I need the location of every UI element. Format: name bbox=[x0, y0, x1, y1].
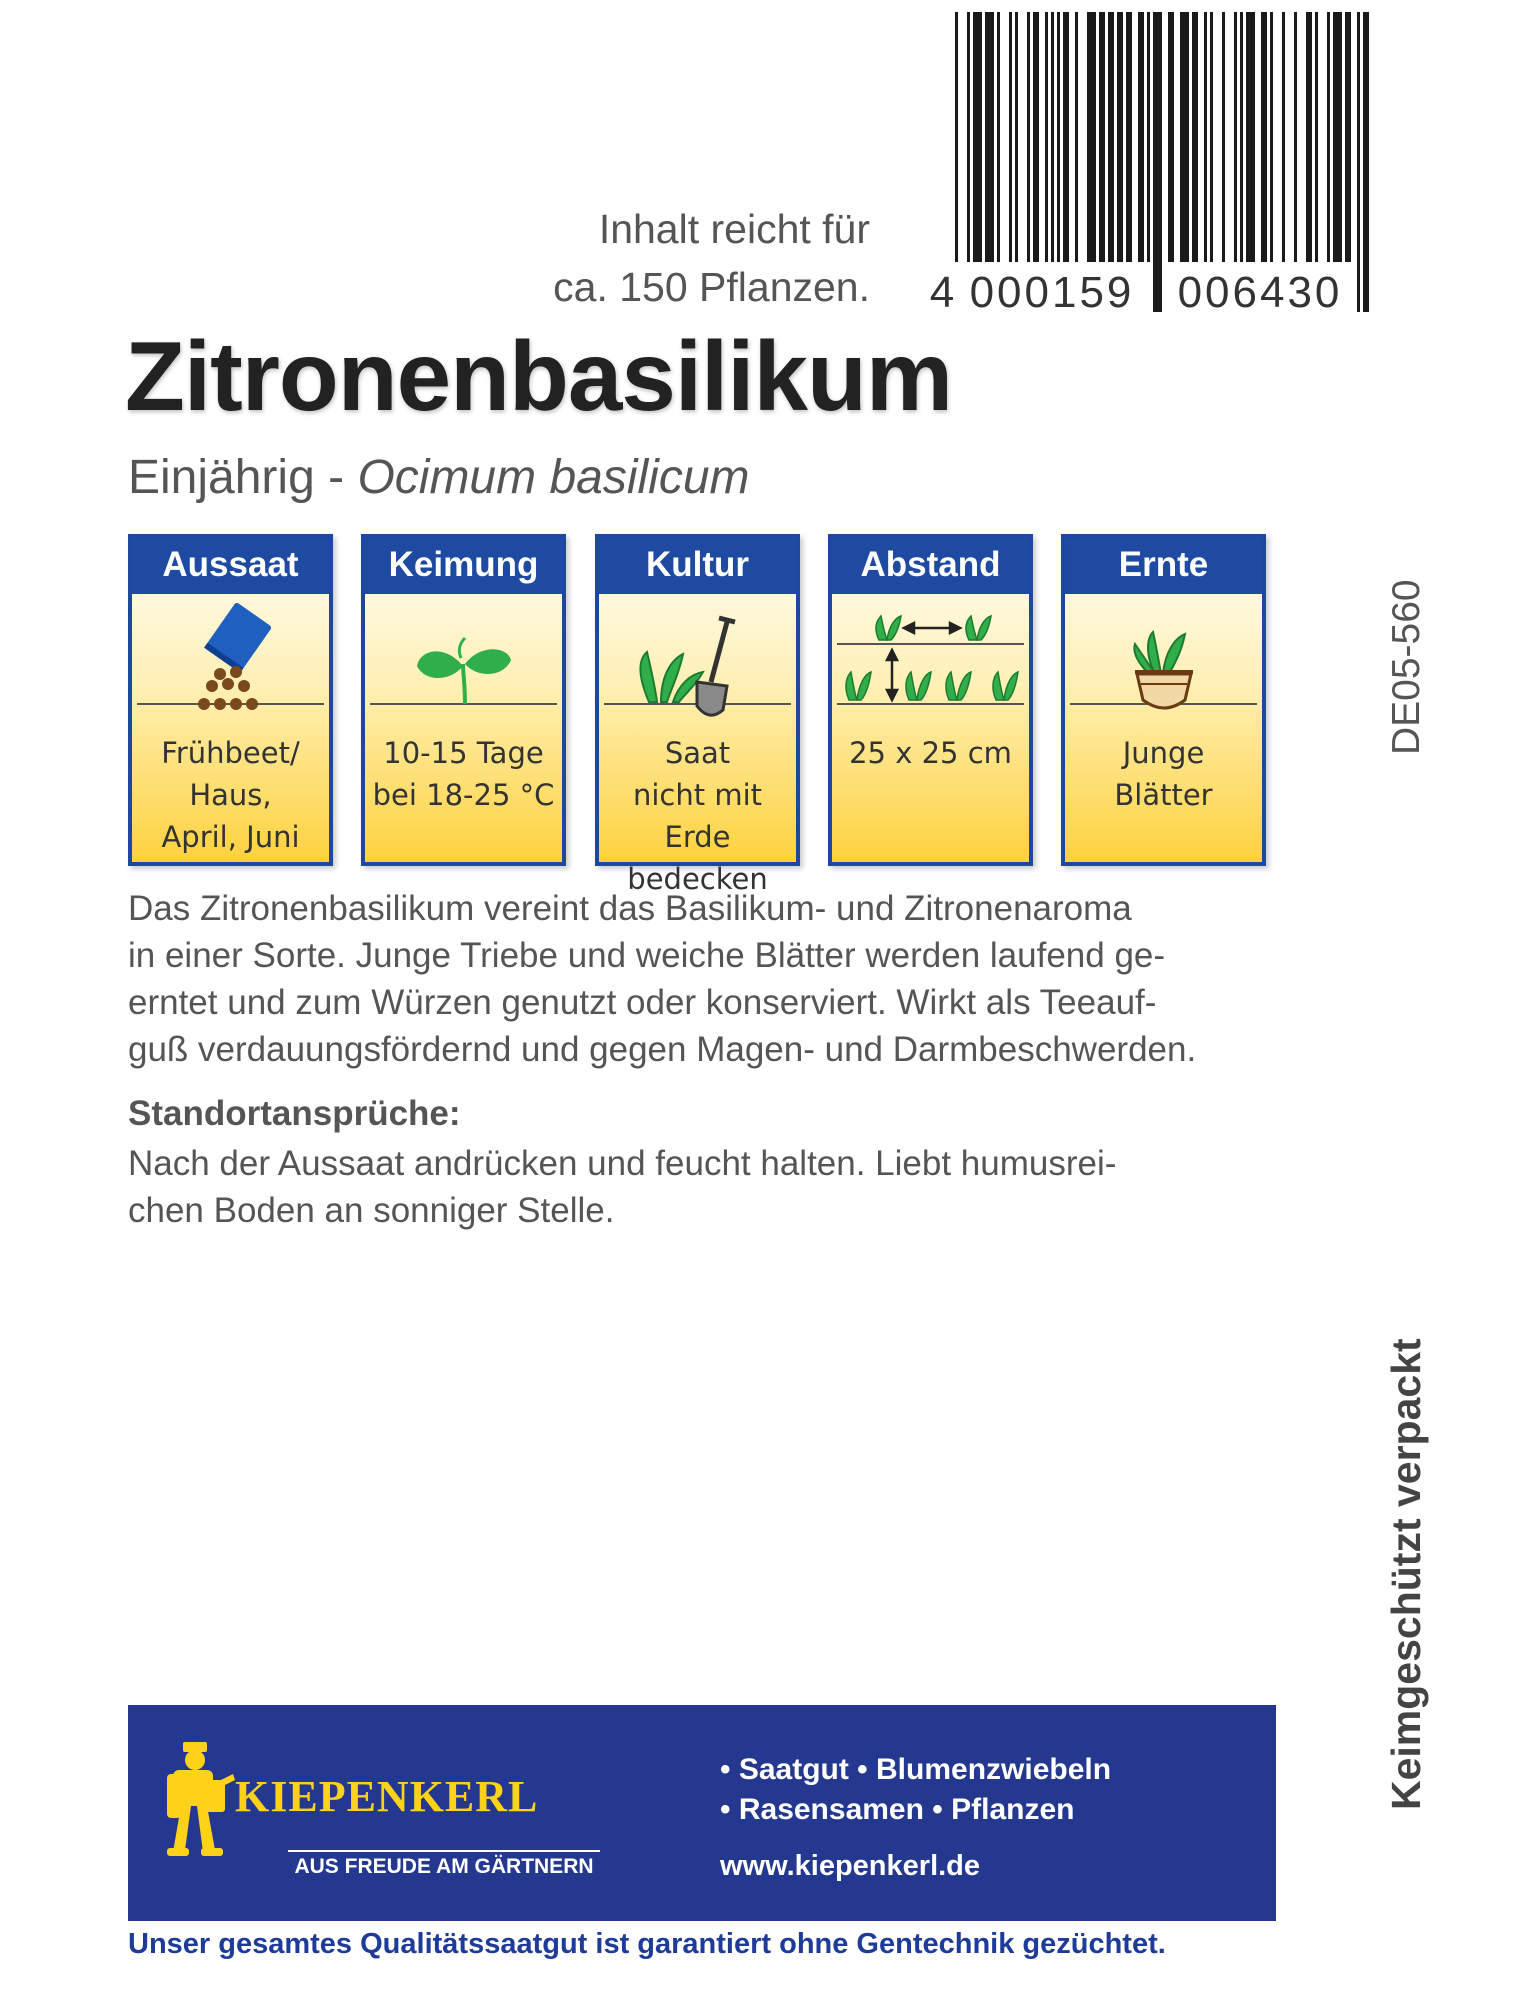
card-aussaat bbox=[128, 534, 333, 866]
product-title: Zitronenbasilikum bbox=[125, 321, 953, 431]
cultivation-cards bbox=[128, 534, 1280, 896]
location-requirements-text: Nach der Aussaat andrücken und feucht halten. Liebt humusrei- chen Boden an sonniger Stelle. bbox=[128, 1144, 1117, 1230]
card-title: Abstand bbox=[832, 538, 1029, 594]
content-note bbox=[440, 200, 870, 316]
card-text: 10-15 Tage bei 18-25 °C bbox=[372, 736, 555, 812]
product-subtitle bbox=[128, 450, 750, 505]
card-title: Ernte bbox=[1065, 538, 1262, 594]
card-kultur bbox=[595, 534, 800, 896]
latin-name: Ocimum basilicum bbox=[357, 451, 750, 504]
content-note-line1: Inhalt reicht für bbox=[598, 206, 870, 252]
barcode-digits-right: 006430 bbox=[1177, 268, 1343, 312]
card-text: Saat nicht mit Erde bedecken bbox=[627, 736, 768, 896]
plant-type: Einjährig bbox=[128, 451, 315, 504]
harvest-bowl-icon bbox=[1065, 594, 1262, 744]
brand-slogan: AUS FREUDE AM GÄRTNERN bbox=[294, 1855, 594, 1878]
barcode-digits-left: 000159 bbox=[969, 268, 1135, 312]
barcode bbox=[930, 12, 1400, 312]
seedling-icon bbox=[365, 594, 562, 744]
product-description: Das Zitronenbasilikum vereint das Basilikum- und Zitronenaroma in einer Sorte. Junge Triebe und weiche Blätter werden laufend ge- erntet und zum Würzen genutzt oder konserviert. Wirkt als Teeauf- guß verdauungsfördernd und gegen Magen- und Darmbeschwerden. bbox=[128, 889, 1197, 1069]
subtitle-separator: - bbox=[314, 451, 358, 504]
content-note-line2: ca. 150 Pflanzen. bbox=[553, 264, 870, 310]
product-range-line1: • Saatgut • Blumenzwiebeln bbox=[720, 1753, 1112, 1786]
brand-divider bbox=[288, 1850, 600, 1852]
brand-website-link[interactable]: www.kiepenkerl.de bbox=[720, 1850, 981, 1882]
sowing-icon bbox=[132, 594, 329, 744]
product-range-line2: • Rasensamen • Pflanzen bbox=[720, 1793, 1075, 1826]
card-title: Keimung bbox=[365, 538, 562, 594]
location-requirements-heading: Standortansprüche: bbox=[128, 1094, 461, 1133]
brand-panel bbox=[128, 1705, 1276, 1921]
card-text: Frühbeet/ Haus, April, Juni bbox=[161, 736, 300, 854]
card-title: Aussaat bbox=[132, 538, 329, 594]
card-text: Junge Blätter bbox=[1114, 736, 1213, 812]
packaging-note: Keimgeschützt verpackt bbox=[1383, 1338, 1429, 1810]
card-title: Kultur bbox=[599, 538, 796, 594]
product-range bbox=[720, 1750, 1111, 1830]
spacing-icon bbox=[832, 594, 1029, 744]
barcode-graphic bbox=[930, 12, 1400, 312]
card-text: 25 x 25 cm bbox=[849, 736, 1012, 770]
card-keimung bbox=[361, 534, 566, 866]
barcode-digit-first: 4 bbox=[930, 268, 955, 312]
card-abstand bbox=[828, 534, 1033, 866]
gmo-free-guarantee: Unser gesamtes Qualitätssaatgut ist garantiert ohne Gentechnik gezüchtet. bbox=[128, 1928, 1166, 1960]
spade-icon bbox=[599, 594, 796, 744]
article-code: DE05-560 bbox=[1385, 579, 1428, 755]
brand-name: KIEPENKERL bbox=[235, 1772, 539, 1821]
card-ernte bbox=[1061, 534, 1266, 866]
